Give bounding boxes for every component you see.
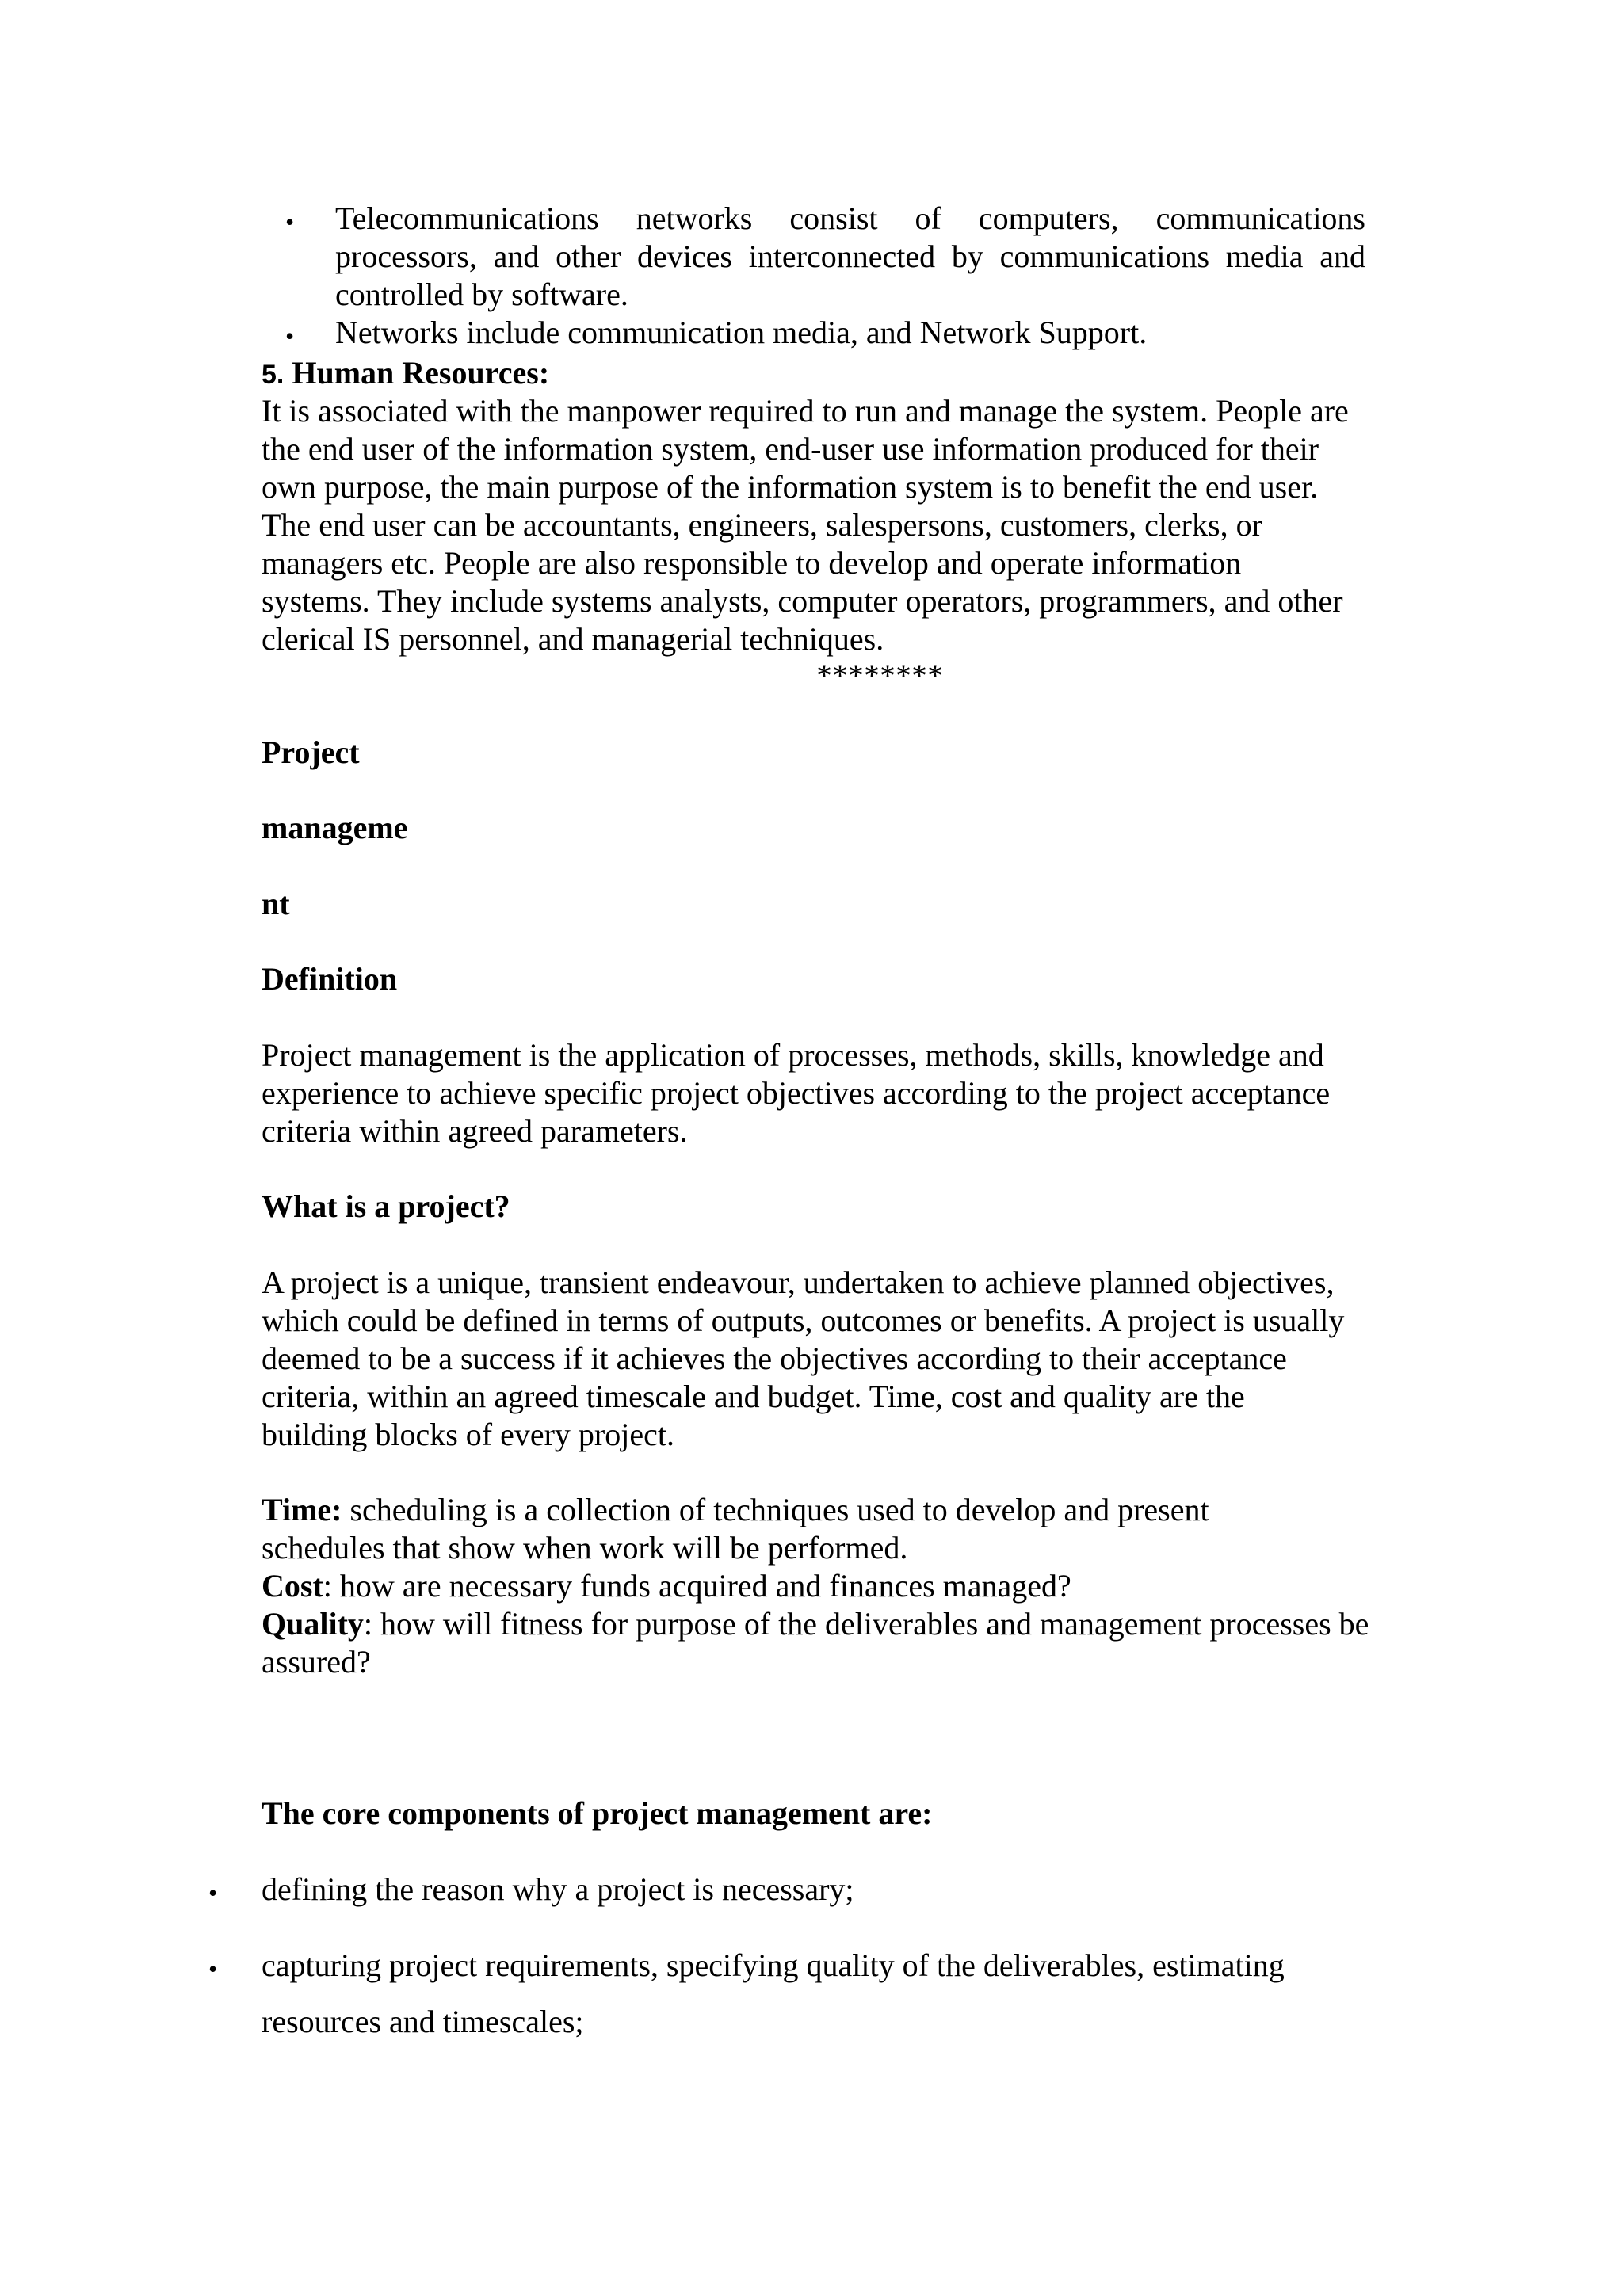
- section-title: Human Resources:: [292, 355, 550, 391]
- hr-paragraph-line: managers etc. People are also responsible to develop and operate information: [262, 545, 1242, 581]
- what-is-project-heading: What is a project?: [262, 1188, 510, 1224]
- time-line-2: schedules that show when work will be performed.: [262, 1530, 908, 1566]
- project-paragraph-line: A project is a unique, transient endeavour, undertaken to achieve planned objectives,: [262, 1264, 1335, 1300]
- core-components-heading: The core components of project management are:: [262, 1795, 933, 1831]
- quality-text: : how will fitness for purpose of the deliverables and management processes be: [363, 1606, 1369, 1642]
- bullet-marker: •: [285, 208, 295, 236]
- section-separator: ********: [816, 658, 943, 693]
- quality-line-2: assured?: [262, 1644, 371, 1680]
- project-paragraph-line: which could be defined in terms of outputs, outcomes or benefits. A project is usually: [262, 1302, 1345, 1338]
- quality-label: Quality: [262, 1606, 364, 1642]
- hr-paragraph-line: the end user of the information system, end-user use information produced for their: [262, 431, 1319, 467]
- time-label: Time:: [262, 1492, 342, 1527]
- telecom-bullet-2-line-1: Networks include communication media, and Network Support.: [335, 315, 1148, 350]
- hr-paragraph-line: It is associated with the manpower required to run and manage the system. People are: [262, 393, 1349, 429]
- cost-label: Cost: [262, 1568, 323, 1604]
- section-number: 5.: [262, 360, 285, 390]
- core-bullet-2-line-2: resources and timescales;: [262, 2004, 584, 2039]
- definition-line: experience to achieve specific project objectives according to the project acceptance: [262, 1075, 1331, 1111]
- project-paragraph-line: criteria, within an agreed timescale and budget. Time, cost and quality are the: [262, 1379, 1245, 1414]
- bullet-marker: •: [285, 322, 295, 350]
- hr-paragraph-line: clerical IS personnel, and managerial techniques.: [262, 621, 884, 657]
- definition-line: Project management is the application of processes, methods, skills, knowledge and: [262, 1037, 1324, 1073]
- hr-paragraph-line: The end user can be accountants, engineers, salespersons, customers, clerks, or: [262, 507, 1262, 543]
- cost-line: [262, 1570, 1071, 1602]
- quality-line: [262, 1608, 1369, 1640]
- hr-paragraph-line: systems. They include systems analysts, computer operators, programmers, and other: [262, 583, 1343, 619]
- time-line: [262, 1494, 1209, 1526]
- core-bullet-1: defining the reason why a project is necessary;: [262, 1871, 854, 1907]
- project-paragraph-line: deemed to be a success if it achieves the objectives according to their acceptance: [262, 1341, 1287, 1376]
- bullet-marker: •: [208, 1955, 218, 1983]
- time-text: scheduling is a collection of techniques used to develop and present: [342, 1492, 1209, 1527]
- hr-paragraph-line: own purpose, the main purpose of the information system is to benefit the end user.: [262, 469, 1319, 505]
- core-bullet-2-line-1: capturing project requirements, specifying quality of the deliverables, estimating: [262, 1947, 1285, 1983]
- cost-text: : how are necessary funds acquired and finances managed?: [323, 1568, 1071, 1604]
- project-paragraph-line: building blocks of every project.: [262, 1417, 674, 1452]
- human-resources-heading: [262, 357, 549, 389]
- title-line: manageme: [262, 810, 408, 845]
- telecom-bullet-1-line-1: Telecommunications networks consist of computers, communications: [335, 200, 1365, 236]
- definition-line: criteria within agreed parameters.: [262, 1113, 688, 1149]
- definition-heading: Definition: [262, 961, 398, 997]
- title-line: Project: [262, 734, 360, 770]
- bullet-marker: •: [208, 1878, 218, 1907]
- telecom-bullet-1-line-3: controlled by software.: [335, 277, 628, 312]
- telecom-bullet-1-line-2: processors, and other devices interconnected by communications media and: [335, 238, 1365, 274]
- title-line: nt: [262, 886, 290, 921]
